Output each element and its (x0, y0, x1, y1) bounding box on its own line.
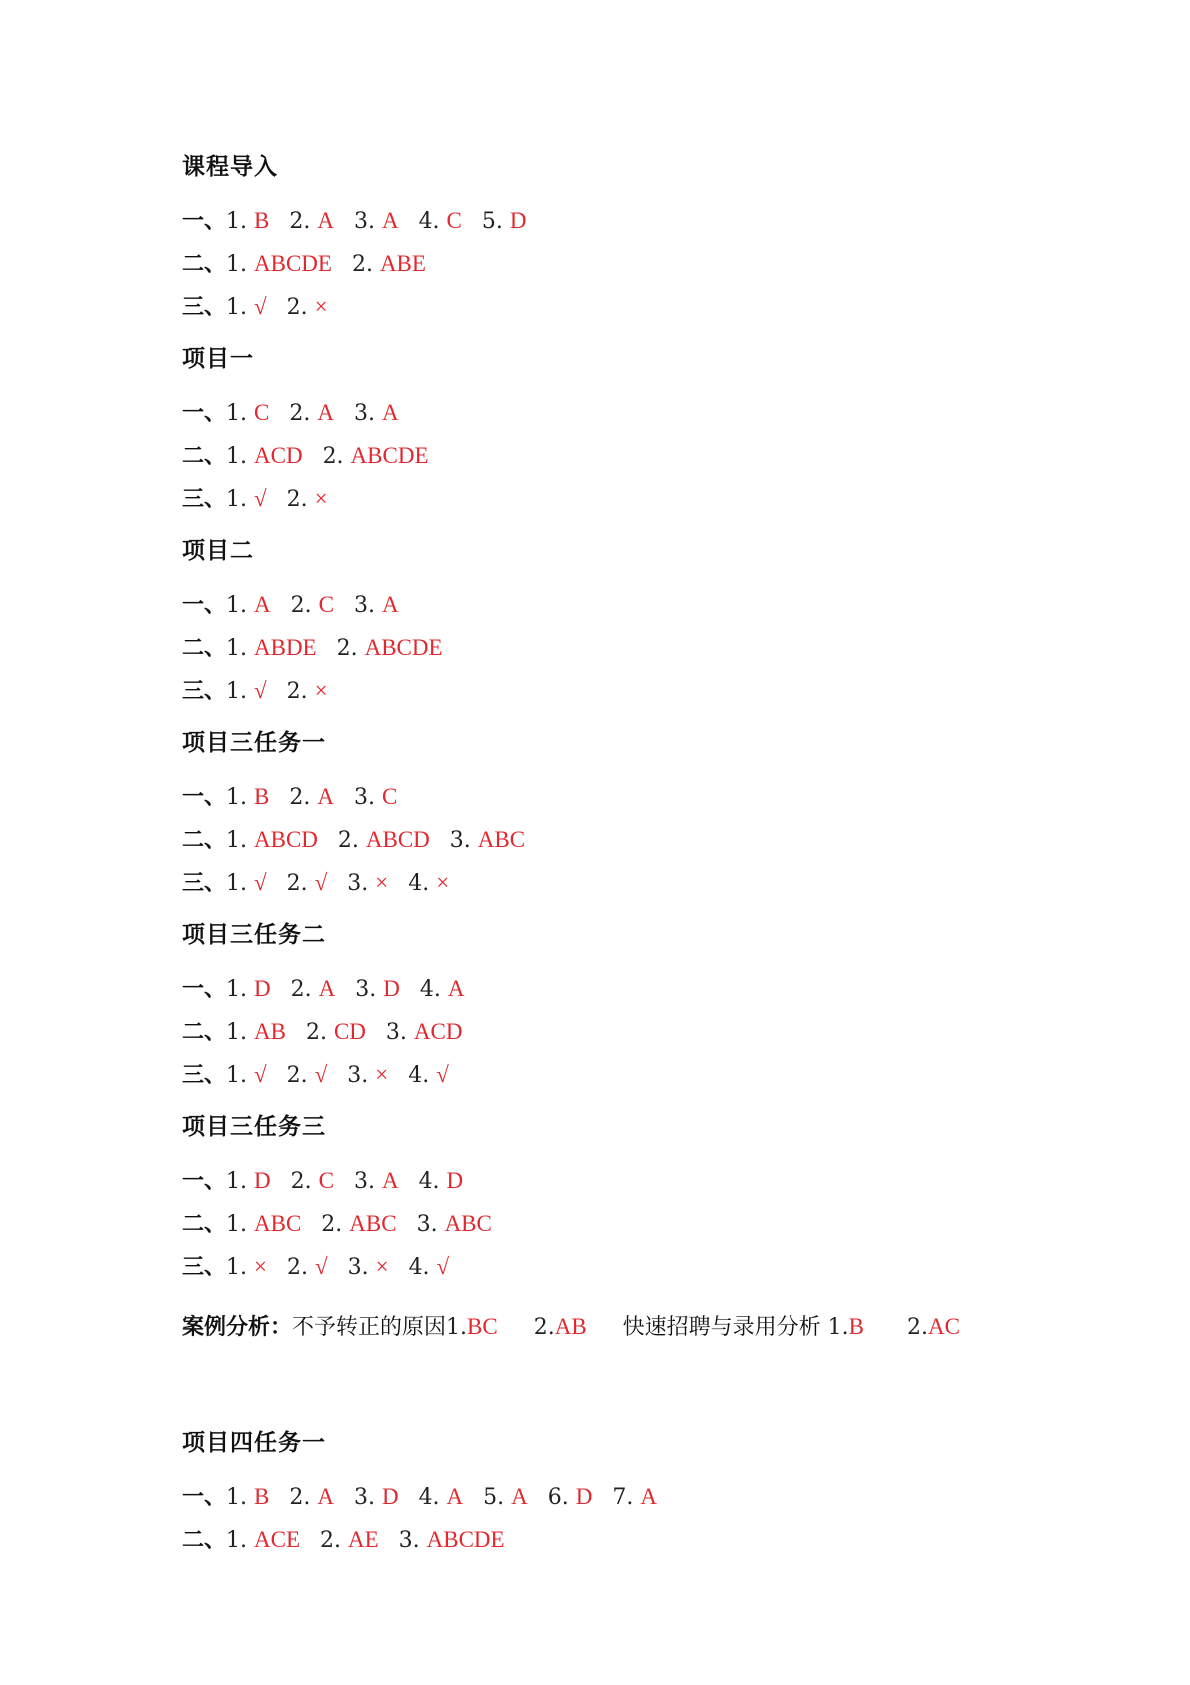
question-number: 1. (226, 1255, 254, 1280)
answer-item (354, 1482, 399, 1513)
question-number: 1. (820, 1315, 849, 1340)
question-number: 4. (418, 1485, 447, 1510)
answer-value: ACE (254, 1527, 300, 1552)
answer-item (612, 1482, 657, 1513)
answer-item (338, 825, 430, 856)
answer-item (226, 590, 271, 621)
question-number: 1. (226, 1212, 254, 1237)
answer-item (226, 782, 269, 813)
answer-value: A (381, 400, 399, 425)
answer-value: ABCD (254, 827, 318, 852)
question-group-label: 一、 (182, 1485, 227, 1510)
cross-mark-icon: × (375, 1062, 389, 1087)
question-number: 1. (226, 679, 254, 704)
answer-row (182, 1482, 677, 1512)
question-group-label: 二、 (182, 1528, 227, 1553)
question-number: 3. (355, 977, 384, 1002)
check-mark-icon: √ (254, 870, 267, 895)
question-number: 1. (226, 636, 254, 661)
answer-item (291, 1166, 334, 1197)
answer-item (226, 676, 267, 707)
question-number: 2. (289, 785, 318, 810)
question-number: 2. (351, 252, 380, 277)
question-number: 2. (305, 1020, 334, 1045)
answer-value: ACD (413, 1019, 463, 1044)
answer-item (289, 1482, 334, 1513)
question-number: 1. (226, 209, 254, 234)
question-number: 4. (418, 209, 447, 234)
answer-value: D (381, 1484, 399, 1509)
answer-item (289, 782, 334, 813)
answer-value: A (317, 784, 334, 809)
answer-value: ABC (444, 1211, 492, 1236)
question-group-label: 三、 (182, 1255, 227, 1280)
answer-value: ABCDE (364, 635, 443, 660)
answer-item (352, 249, 426, 280)
answer-item (226, 1060, 267, 1091)
answer-item (289, 398, 334, 429)
case-analysis-label: 案例分析： (182, 1315, 293, 1340)
answer-item (226, 825, 318, 856)
answer-row (182, 1060, 484, 1090)
question-number: 2. (289, 401, 318, 426)
question-number: 2. (290, 593, 319, 618)
answer-item (355, 974, 400, 1005)
question-number: 7. (612, 1485, 641, 1510)
answer-item (482, 206, 527, 237)
question-number: 2. (286, 871, 315, 896)
answer-value: ABCDE (350, 443, 429, 468)
answer-item (354, 206, 399, 237)
check-mark-icon: √ (254, 294, 267, 319)
answer-row (182, 1166, 512, 1196)
answer-value: B (254, 208, 270, 233)
answer-value: B (254, 784, 270, 809)
answer-item (354, 398, 399, 429)
question-number: 3. (347, 1255, 376, 1280)
question-number: 1. (226, 252, 254, 277)
section-title: 项目一 (182, 346, 254, 372)
answer-value: ABC (349, 1211, 397, 1236)
answer-item (419, 206, 462, 237)
answer-value: B (254, 1484, 270, 1509)
answer-item (287, 868, 328, 899)
question-number: 2. (336, 636, 365, 661)
question-group-label: 二、 (182, 636, 227, 661)
question-number: 3. (385, 1020, 414, 1045)
question-group-label: 一、 (182, 593, 227, 618)
question-group-label: 一、 (182, 209, 227, 234)
question-number: 2. (322, 444, 351, 469)
question-number: 3. (347, 1063, 376, 1088)
question-number: 3. (353, 209, 382, 234)
answer-item (226, 484, 267, 515)
answer-item (226, 441, 303, 472)
question-number: 2. (290, 977, 319, 1002)
answer-item (321, 1209, 396, 1240)
question-number: 1. (226, 593, 254, 618)
answer-item (354, 1166, 399, 1197)
question-number: 1. (226, 444, 254, 469)
answer-item (226, 398, 269, 429)
answer-item (226, 974, 271, 1005)
question-number: 1. (226, 828, 254, 853)
answer-value: D (509, 208, 527, 233)
answer-value: B (848, 1314, 865, 1339)
answer-value: D (575, 1484, 593, 1509)
question-number: 1. (226, 1485, 254, 1510)
question-number: 2. (337, 828, 366, 853)
question-group-label: 二、 (182, 252, 227, 277)
answer-item (226, 1209, 301, 1240)
check-mark-icon: √ (314, 870, 328, 895)
answer-item (347, 1060, 388, 1091)
section-title: 课程导入 (182, 154, 278, 180)
question-group-label: 一、 (182, 977, 227, 1002)
answer-row (182, 484, 449, 514)
question-number: 3. (449, 828, 478, 853)
check-mark-icon: √ (436, 1254, 450, 1279)
question-number: 2. (290, 1169, 319, 1194)
answer-value: ABCD (365, 827, 430, 852)
answer-item (226, 1252, 267, 1283)
answer-value: ABC (477, 827, 526, 852)
question-number: 1. (226, 1063, 254, 1088)
answer-row (182, 825, 545, 855)
question-group-label: 二、 (182, 444, 227, 469)
check-mark-icon: √ (436, 1062, 449, 1087)
section-title: 项目四任务一 (182, 1430, 326, 1456)
answer-item (226, 1166, 271, 1197)
answer-item (226, 1017, 286, 1048)
answer-item (287, 1252, 328, 1283)
question-number: 3. (353, 1485, 382, 1510)
answer-item (287, 1060, 328, 1091)
question-number: 2. (286, 1255, 315, 1280)
answer-item (226, 633, 317, 664)
answer-row (182, 249, 547, 279)
question-number: 1. (226, 1169, 254, 1194)
cross-mark-icon: × (375, 870, 389, 895)
answer-item (408, 1060, 449, 1091)
question-number: 1. (226, 487, 254, 512)
question-group-label: 二、 (182, 1020, 227, 1045)
check-mark-icon: √ (254, 486, 267, 511)
answer-value: AB (554, 1314, 587, 1339)
answer-value: ABE (379, 251, 426, 276)
answer-value: ABC (254, 1211, 302, 1236)
answer-item (306, 1017, 366, 1048)
answer-row (182, 1209, 512, 1239)
section-title: 项目三任务二 (182, 922, 326, 948)
cross-mark-icon: × (254, 1254, 267, 1279)
answer-value: D (254, 976, 271, 1001)
answer-value: A (381, 1168, 399, 1193)
answer-row (182, 1525, 677, 1555)
answer-item (409, 1252, 450, 1283)
question-number: 2. (533, 1315, 555, 1340)
question-group-label: 二、 (182, 1212, 227, 1237)
answer-item (291, 974, 336, 1005)
answer-item (347, 868, 388, 899)
question-group-label: 一、 (182, 1169, 227, 1194)
answer-item (386, 1017, 463, 1048)
answer-value: A (640, 1484, 657, 1509)
question-group-label: 三、 (182, 295, 227, 320)
question-number: 3. (353, 785, 382, 810)
answer-value: ACD (254, 443, 303, 468)
question-number: 4. (408, 1063, 437, 1088)
answer-item (354, 590, 399, 621)
question-number: 2. (321, 1212, 350, 1237)
question-number: 6. (547, 1485, 576, 1510)
question-group-label: 三、 (182, 679, 227, 704)
answer-row (182, 633, 463, 663)
answer-section (182, 920, 484, 1090)
question-number: 3. (398, 1528, 427, 1553)
answer-row (182, 590, 463, 620)
question-number: 2. (286, 679, 315, 704)
question-number: 1. (226, 785, 254, 810)
answer-value: A (381, 208, 399, 233)
check-mark-icon: √ (314, 1254, 328, 1279)
question-number: 1. (226, 401, 254, 426)
check-mark-icon: √ (254, 1062, 267, 1087)
answer-value: AE (347, 1527, 379, 1552)
question-number: 5. (481, 209, 510, 234)
question-number: 1. (446, 1315, 468, 1340)
question-number: 2. (286, 487, 315, 512)
question-number: 2. (289, 209, 318, 234)
answer-value: A (317, 400, 334, 425)
answer-value: CD (333, 1019, 366, 1044)
question-number: 1. (226, 1020, 254, 1045)
question-number: 2. (900, 1315, 928, 1340)
answer-item (399, 1525, 505, 1556)
answer-item (354, 782, 397, 813)
answer-value: C (318, 1168, 334, 1193)
question-group-label: 三、 (182, 487, 227, 512)
question-group-label: 一、 (182, 401, 227, 426)
answer-value: ABDE (254, 635, 317, 660)
answer-row (182, 441, 449, 471)
question-group-label: 一、 (182, 785, 227, 810)
answer-item (289, 206, 334, 237)
question-number: 4. (408, 1255, 437, 1280)
question-number: 5. (483, 1485, 512, 1510)
answer-item (320, 1525, 379, 1556)
answer-item (287, 292, 328, 323)
answer-item (337, 633, 443, 664)
answer-item (483, 1482, 528, 1513)
case-part2-label: 快速招聘与录用分析 (622, 1315, 821, 1340)
answer-row (182, 868, 545, 898)
answer-row (182, 398, 449, 428)
cross-mark-icon: × (314, 486, 328, 511)
answer-row (182, 782, 545, 812)
answer-item (226, 206, 269, 237)
question-number: 3. (347, 871, 376, 896)
answer-value: ABCDE (254, 251, 332, 276)
answer-item (548, 1482, 593, 1513)
question-group-label: 二、 (182, 828, 227, 853)
answer-row (182, 206, 547, 236)
answer-value: C (446, 208, 462, 233)
section-title: 项目二 (182, 538, 254, 564)
cross-mark-icon: × (375, 1254, 389, 1279)
answer-item (226, 1525, 300, 1556)
answer-item (408, 868, 449, 899)
answer-row (182, 676, 463, 706)
question-number: 1. (226, 871, 254, 896)
answer-row (182, 292, 547, 322)
answer-value: A (511, 1484, 528, 1509)
answer-value: BC (467, 1314, 498, 1339)
answer-value: A (318, 976, 336, 1001)
answer-section (182, 1428, 677, 1555)
answer-item (226, 249, 332, 280)
answer-value: AC (928, 1314, 960, 1339)
answer-value: D (254, 1168, 271, 1193)
answer-item (226, 292, 267, 323)
answer-item (226, 868, 267, 899)
answer-item (420, 974, 465, 1005)
question-number: 4. (419, 977, 448, 1002)
answer-item (287, 484, 328, 515)
answer-value: D (383, 976, 400, 1001)
answer-item (417, 1209, 492, 1240)
answer-row (182, 1017, 484, 1047)
answer-row (182, 974, 484, 1004)
question-number: 1. (226, 1528, 254, 1553)
answer-value: ABCDE (426, 1527, 505, 1552)
question-number: 1. (226, 977, 254, 1002)
answer-section (182, 1112, 512, 1282)
answer-item (348, 1252, 389, 1283)
check-mark-icon: √ (254, 678, 267, 703)
answer-item (323, 441, 429, 472)
answer-item (226, 1482, 269, 1513)
answer-value: A (254, 592, 271, 617)
case-analysis-line (182, 1312, 960, 1343)
question-number: 2. (286, 295, 315, 320)
answer-value: A (317, 1484, 334, 1509)
question-number: 2. (286, 1063, 315, 1088)
answer-item (419, 1482, 464, 1513)
cross-mark-icon: × (314, 294, 328, 319)
answer-item (450, 825, 525, 856)
answer-section (182, 152, 547, 322)
answer-value: C (381, 784, 398, 809)
answer-section (182, 728, 545, 898)
answer-row (182, 1252, 512, 1282)
answer-section (182, 344, 449, 514)
answer-value: A (317, 208, 334, 233)
question-number: 3. (353, 593, 382, 618)
answer-item (291, 590, 334, 621)
answer-item (419, 1166, 464, 1197)
answer-value: D (446, 1168, 464, 1193)
question-number: 3. (416, 1212, 445, 1237)
question-number: 4. (418, 1169, 447, 1194)
answer-value: A (381, 592, 399, 617)
answer-value: C (254, 400, 270, 425)
answer-item (287, 676, 328, 707)
section-title: 项目三任务三 (182, 1114, 326, 1140)
question-number: 3. (353, 1169, 382, 1194)
case-part1-label: 不予转正的原因 (292, 1315, 447, 1340)
question-number: 3. (353, 401, 382, 426)
question-number: 4. (408, 871, 437, 896)
answer-section (182, 536, 463, 706)
answer-value: AB (254, 1019, 286, 1044)
cross-mark-icon: × (436, 870, 450, 895)
question-group-label: 三、 (182, 871, 227, 896)
question-number: 2. (320, 1528, 348, 1553)
check-mark-icon: √ (314, 1062, 328, 1087)
section-title: 项目三任务一 (182, 730, 326, 756)
answer-value: A (446, 1484, 464, 1509)
question-number: 1. (226, 295, 254, 320)
question-group-label: 三、 (182, 1063, 227, 1088)
cross-mark-icon: × (314, 678, 328, 703)
answer-value: A (447, 976, 465, 1001)
question-number: 2. (289, 1485, 318, 1510)
answer-value: C (318, 592, 334, 617)
